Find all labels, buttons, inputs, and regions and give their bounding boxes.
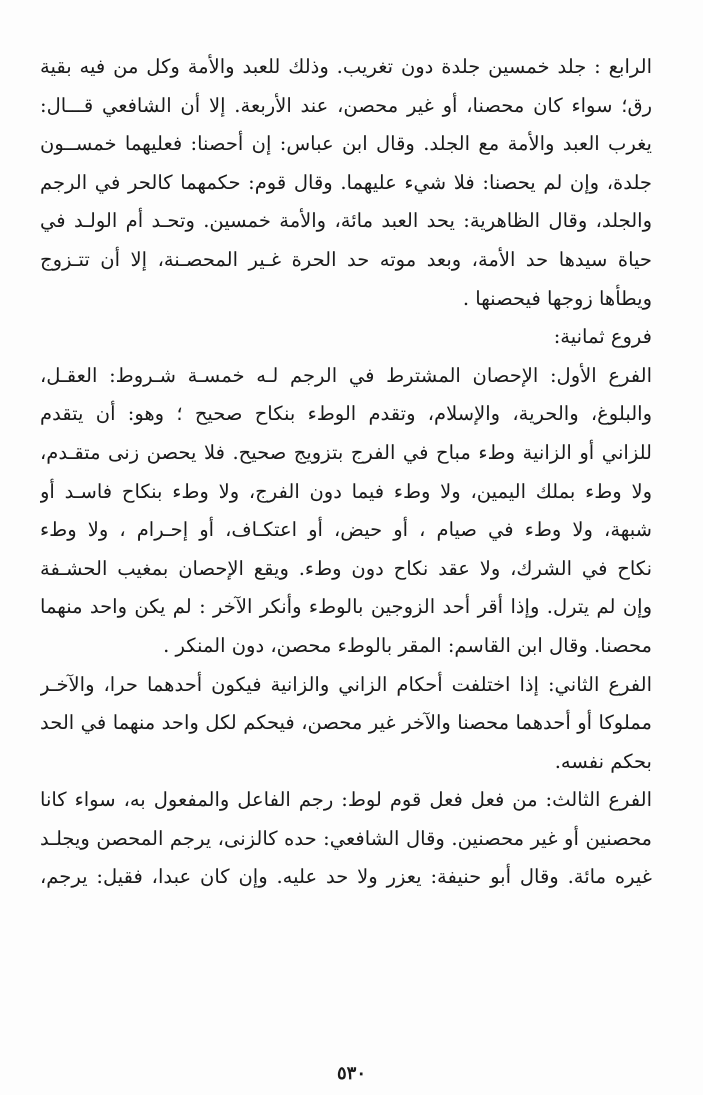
text-line-17: الفرع الثاني: إذا اختلفت أحكام الزاني والزانية فيكون أحدهما حرا، والآخـر xyxy=(40,672,652,696)
text-line-4: جلدة، وإن لم يحصنا: فلا شيء عليهما. وقال قوم: حكمهما كالحر في الرجم xyxy=(40,170,652,194)
text-line-16: محصنا. وقال ابن القاسم: المقر بالوطء محصن، دون المنكر . xyxy=(163,633,652,657)
text-line-21: محصنين أو غير محصنين. وقال الشافعي: حده كالزنى، يرجم المحصن ويجلـد xyxy=(40,826,652,850)
page-number: ٥٣٠ xyxy=(336,1063,366,1084)
text-line-12: ولا وطء بملك اليمين، ولا وطء فيما دون الفرج، ولا وطء بنكاح فاسـد أو xyxy=(40,479,652,503)
text-line-5: والجلد، وقال الظاهرية: يحد العبد مائة، والأمة خمسين. وتحـد أم الولـد في xyxy=(40,209,652,233)
text-line-10: والبلوغ، والحرية، والإسلام، وتقدم الوطء بنكاح صحيح ؛ وهو: أن يتقدم xyxy=(40,402,652,426)
text-line-14: نكاح في الشرك، ولا عقد نكاح دون وطء. ويقع الإحصان بمغيب الحشـفة xyxy=(40,556,652,580)
text-line-7: ويطأها زوجها فيحصنها . xyxy=(462,286,652,310)
text-line-22: غيره مائة. وقال أبو حنيفة: يعزر ولا حد عليه. وإن كان عبدا، فقيل: يرجم، xyxy=(40,865,652,889)
text-line-6: حياة سيدها حد الأمة، وبعد موته حد الحرة غـير المحصـنة، إلا أن تتـزوج xyxy=(40,247,652,271)
text-line-9: الفرع الأول: الإحصان المشترط في الرجم لـه خمسـة شـروط: العقـل، xyxy=(40,363,652,387)
text-line-13: شبهة، ولا وطء في صيام ، أو حيض، أو اعتكـاف، أو إحـرام ، ولا وطء xyxy=(40,518,652,542)
section-heading: فروع ثمانية: xyxy=(553,325,652,349)
text-line-19: بحكم نفسه. xyxy=(554,749,652,773)
text-line-11: للزاني أو الزانية وطء مباح في الفرج بتزويج صحيح. فلا يحصن زنى متقـدم، xyxy=(40,440,652,464)
text-line-3: يغرب العبد والأمة مع الجلد. وقال ابن عباس: إن أحصنا: فعليهما خمســون xyxy=(40,132,652,156)
text-line-15: وإن لم يترل. وإذا أقر أحد الزوجين بالوطء وأنكر الآخر : لم يكن واحد منهما xyxy=(40,595,652,619)
text-line-1: الرابع : جلد خمسين جلدة دون تغريب. وذلك للعبد والأمة وكل من فيه بقية xyxy=(40,55,652,78)
page-body-text xyxy=(40,48,652,897)
text-line-2: رق؛ سواء كان محصنا، أو غير محصن، عند الأربعة. إلا أن الشافعي قـــال: xyxy=(40,93,652,117)
text-line-18: مملوكا أو أحدهما محصنا والآخر غير محصن، فيحكم لكل واحد منهما في الحد xyxy=(40,711,652,735)
text-line-20: الفرع الثالث: من فعل فعل قوم لوط: رجم الفاعل والمفعول به، سواء كانا xyxy=(40,788,652,812)
